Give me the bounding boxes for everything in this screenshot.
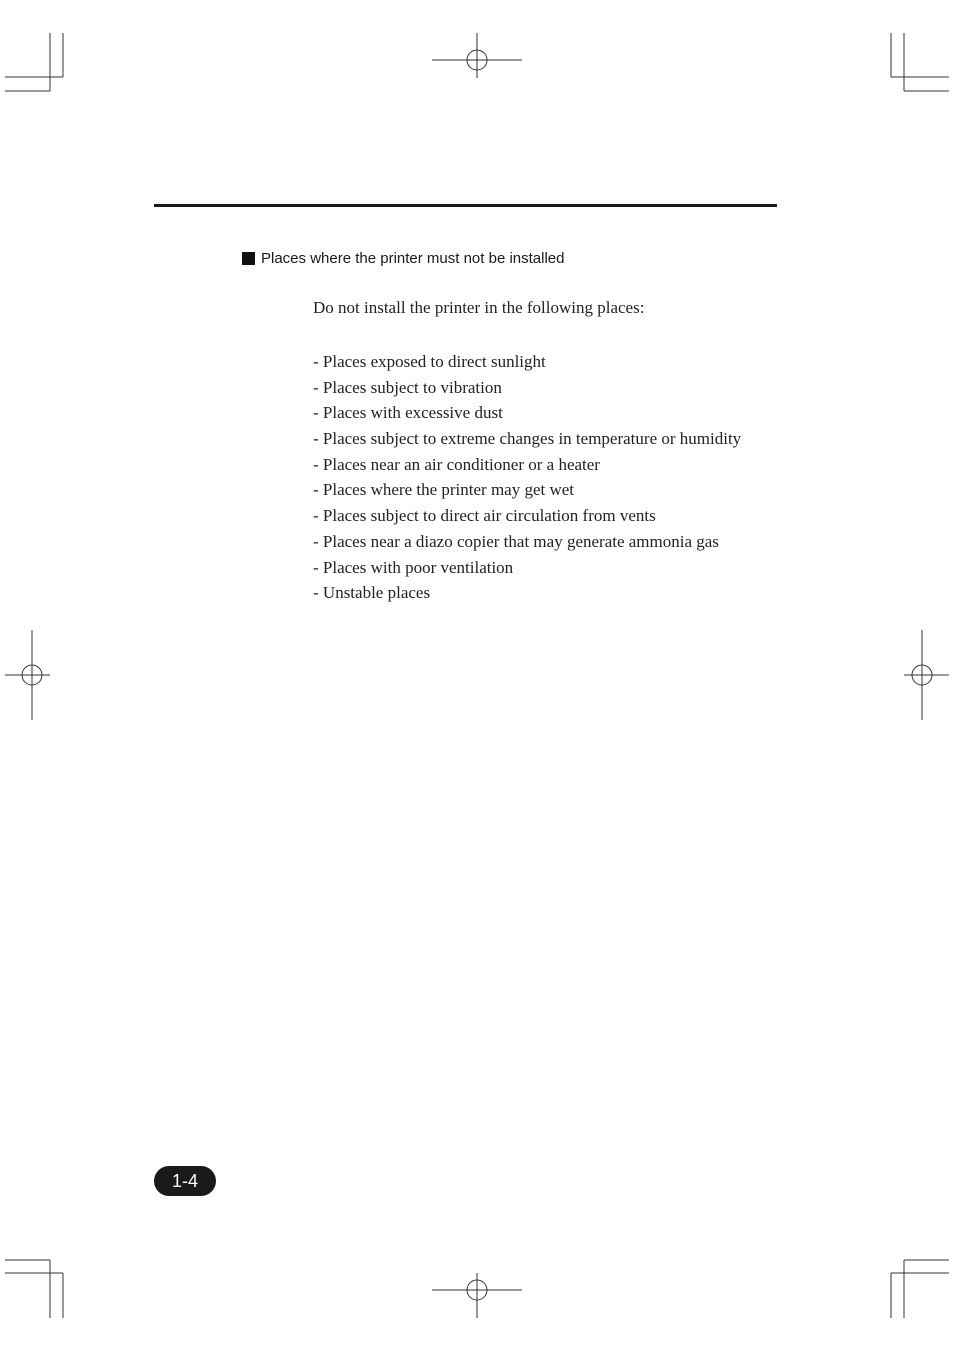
list-item: - Places near a diazo copier that may generate ammonia gas [313,531,719,551]
page-number-badge: 1-4 [154,1166,216,1196]
list-item: - Places with excessive dust [313,403,503,423]
section-heading-text: Places where the printer must not be installed [261,250,565,267]
list-item: - Places subject to direct air circulation from vents [313,506,656,526]
prohibited-places-list [313,349,741,606]
section-heading [242,250,565,267]
list-item: - Places with poor ventilation [313,557,514,577]
list-item: - Places exposed to direct sunlight [313,352,546,371]
header-rule [154,204,777,207]
list-item: - Places where the printer may get wet [313,480,575,500]
square-bullet-icon [242,252,255,265]
list-item: - Places near an air conditioner or a heater [313,454,600,474]
intro-paragraph: Do not install the printer in the following places: [313,298,645,317]
list-item: - Unstable places [313,583,431,603]
list-item: - Places subject to vibration [313,377,502,397]
list-item: - Places subject to extreme changes in temperature or humidity [313,429,742,449]
